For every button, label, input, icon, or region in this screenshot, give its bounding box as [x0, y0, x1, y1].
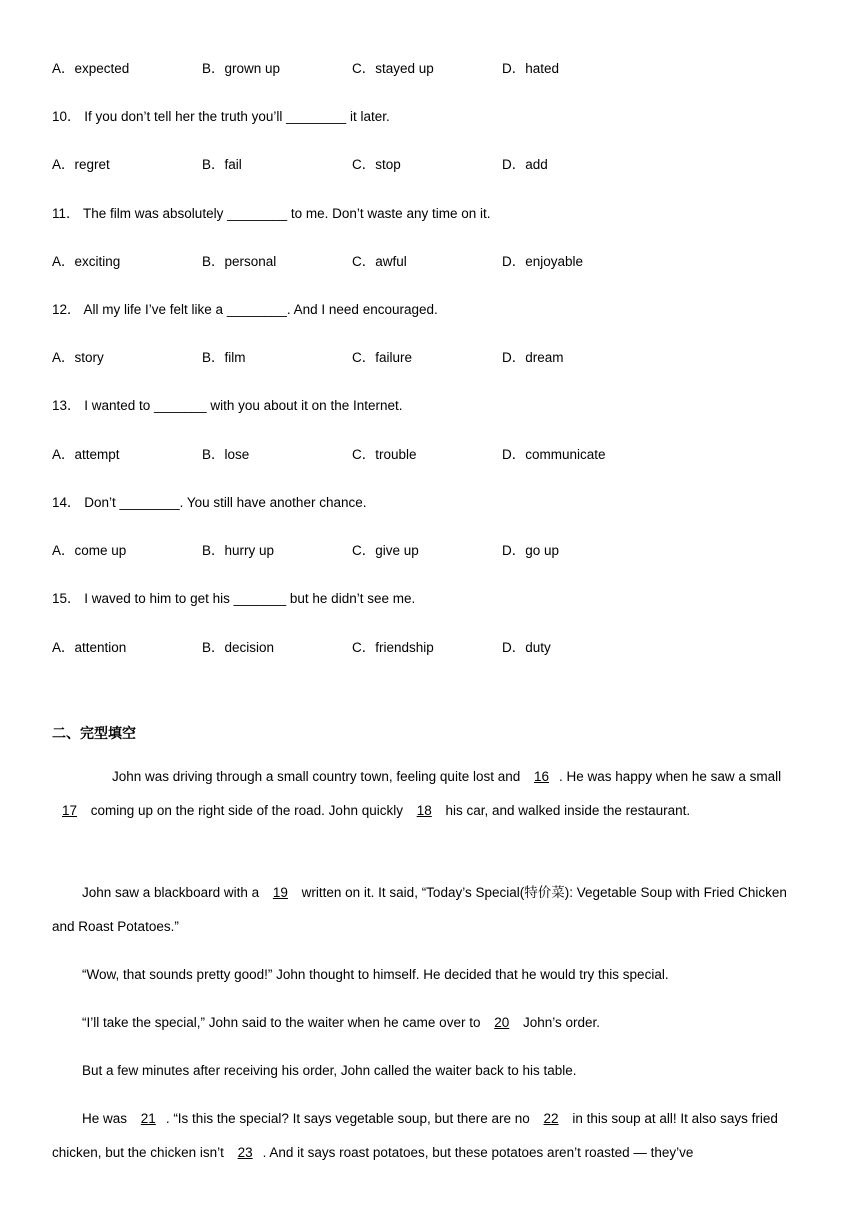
q10-option-a[interactable]: A．regret — [52, 157, 110, 172]
cloze-blank-20: 20 — [494, 1015, 510, 1030]
q11-option-b[interactable]: B．personal — [202, 254, 277, 269]
cloze-paragraph-2 — [52, 876, 812, 944]
cloze-blank-23: 23 — [237, 1145, 253, 1160]
q12-stem: 12． All my life I’ve felt like a ________. And I need encouraged. — [52, 302, 438, 317]
q9-option-d[interactable]: D．hated — [502, 61, 560, 76]
cloze-text: . “Is this the special? It says vegetable soup, but there are no — [165, 1111, 534, 1126]
cloze-blank-21: 21 — [140, 1111, 156, 1126]
q15-stem: 15． I waved to him to get his _______ but he didn’t see me. — [52, 591, 416, 606]
q10-option-d[interactable]: D．add — [502, 157, 548, 172]
q11-stem: 11． The film was absolutely ________ to me. Don’t waste any time on it. — [52, 206, 491, 221]
cloze-paragraph-1 — [52, 760, 812, 828]
q15-option-d[interactable]: D．duty — [502, 640, 551, 655]
cloze-text: ): Vegetable Soup with Fried Chicken and Roast Potatoes.” — [52, 885, 787, 934]
q15-option-c[interactable]: C．friendship — [352, 640, 434, 655]
q14-stem: 14． Don’t ________. You still have another chance. — [52, 495, 367, 510]
cloze-paragraph-4 — [52, 1006, 812, 1040]
section-title: 二、完型填空 — [52, 725, 136, 741]
cloze-text: . He was happy when he saw a small — [559, 769, 782, 784]
q14-option-a[interactable]: A．come up — [52, 543, 127, 558]
q13-stem: 13． I wanted to _______ with you about it on the Internet. — [52, 398, 403, 413]
q11-option-c[interactable]: C．awful — [352, 254, 407, 269]
q9-option-b[interactable]: B．grown up — [202, 61, 281, 76]
cloze-blank-19: 19 — [272, 885, 288, 900]
q13-option-c[interactable]: C．trouble — [352, 447, 417, 462]
q10-option-b[interactable]: B．fail — [202, 157, 242, 172]
cloze-chinese-gloss: 特价菜 — [524, 885, 565, 901]
cloze-paragraph-3: “Wow, that sounds pretty good!” John thought to himself. He decided that he would try this special. — [82, 967, 669, 982]
cloze-text: John was driving through a small country town, feeling quite lost and — [112, 769, 524, 784]
cloze-blank-22: 22 — [543, 1111, 559, 1126]
cloze-blank-17: 17 — [62, 803, 78, 818]
cloze-text: in this soup at all! It also says fried chicken, but the chicken isn’t — [52, 1111, 778, 1160]
q12-option-c[interactable]: C．failure — [352, 350, 413, 365]
q14-option-b[interactable]: B．hurry up — [202, 543, 275, 558]
cloze-text: He was — [82, 1111, 131, 1126]
q12-option-d[interactable]: D．dream — [502, 350, 564, 365]
cloze-text: written on it. It said, “Today’s Special( — [297, 885, 525, 900]
cloze-text: coming up on the right side of the road. John quickly — [87, 803, 407, 818]
cloze-blank-18: 18 — [416, 803, 432, 818]
q15-option-b[interactable]: B．decision — [202, 640, 275, 655]
cloze-paragraph-6 — [52, 1102, 812, 1170]
q11-option-d[interactable]: D．enjoyable — [502, 254, 584, 269]
q14-option-c[interactable]: C．give up — [352, 543, 419, 558]
q11-option-a[interactable]: A．exciting — [52, 254, 121, 269]
q12-option-b[interactable]: B．film — [202, 350, 246, 365]
q13-option-b[interactable]: B．lose — [202, 447, 250, 462]
cloze-blank-16: 16 — [533, 769, 550, 784]
q15-option-a[interactable]: A．attention — [52, 640, 127, 655]
q13-option-d[interactable]: D．communicate — [502, 447, 606, 462]
q10-stem: 10． If you don’t tell her the truth you’ll ________ it later. — [52, 109, 390, 124]
q9-option-c[interactable]: C．stayed up — [352, 61, 434, 76]
cloze-text: John’s order. — [519, 1015, 601, 1030]
q10-option-c[interactable]: C．stop — [352, 157, 401, 172]
q9-option-a[interactable]: A．expected — [52, 61, 130, 76]
q13-option-a[interactable]: A．attempt — [52, 447, 120, 462]
cloze-text: his car, and walked inside the restaurant. — [441, 803, 691, 818]
cloze-text: “I’ll take the special,” John said to the waiter when he came over to — [82, 1015, 485, 1030]
cloze-paragraph-5: But a few minutes after receiving his order, John called the waiter back to his table. — [82, 1063, 577, 1078]
q12-option-a[interactable]: A．story — [52, 350, 104, 365]
cloze-text: . And it says roast potatoes, but these potatoes aren’t roasted — they’ve — [262, 1145, 694, 1160]
cloze-text: John saw a blackboard with a — [82, 885, 263, 900]
q14-option-d[interactable]: D．go up — [502, 543, 560, 558]
